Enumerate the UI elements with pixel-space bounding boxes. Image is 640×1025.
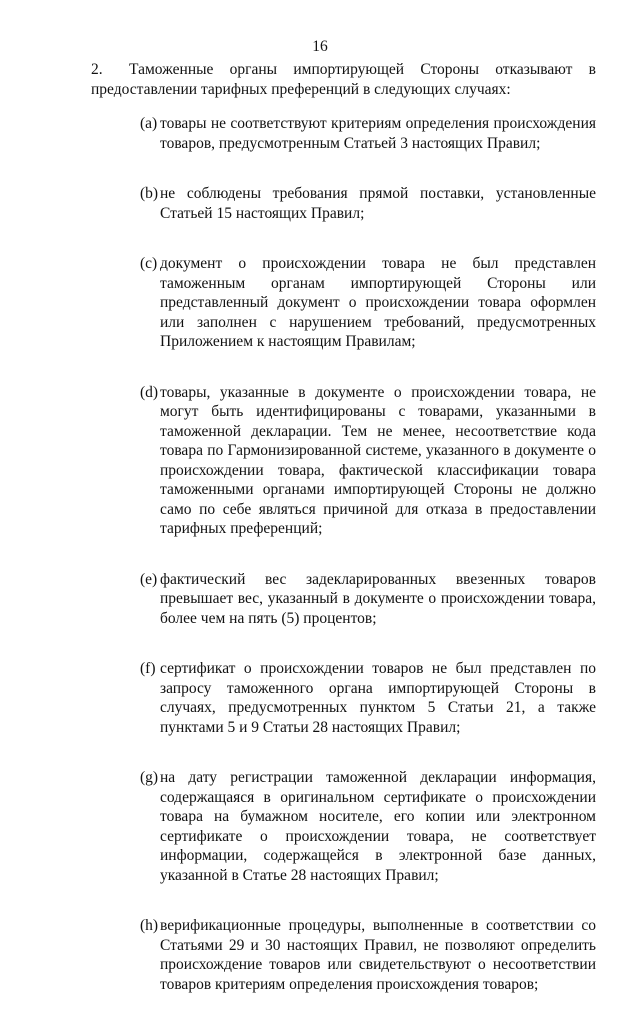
list-item-b (140, 184, 596, 223)
item-list (140, 114, 596, 1025)
list-item-f (140, 659, 596, 737)
item-marker: (d) (140, 383, 159, 401)
item-text: сертификат о происхождении товаров не был представлен по запросу таможенного органа импортирующей Стороны в случаях, предусмотренных пунктом 5 Статьи 21, а также пунктами 5 и 9 Статьи 28 настоящих Правил; (160, 660, 596, 736)
page-number: 16 (312, 38, 328, 55)
list-item-e (140, 570, 596, 629)
item-marker: (h) (140, 917, 159, 934)
item-text: товары, указанные в документе о происхождении товара, не могут быть идентифицированы с товарами, указанными в таможенной декларации. Тем не менее, несоответствие кода товара по Гармонизированной системе, указанного в документе о происхождении товара, фактической классификации товара таможенными органами импортирующей Стороны не должно само по себе являться причиной для отказа в предоставлении тарифных преференций; (160, 383, 596, 537)
item-text: фактический вес задекларированных ввезенных товаров превышает вес, указанный в документе о происхождении товара, более чем на пять (5) процентов; (160, 570, 596, 627)
list-item-d (140, 383, 596, 539)
item-text: на дату регистрации таможенной декларации информация, содержащаяся в оригинальном сертификате о происхождении товара на бумажном носителе, его копии или электронном сертификате о происхождении товара, не соответствует информации, содержащейся в электронной базе данных, указанной в Статье 28 настоящих Правил; (160, 769, 596, 884)
paragraph-number: 2. (91, 61, 103, 78)
item-text: товары не соответствуют критериям определения происхождения товаров, предусмотренным Статьей 3 настоящих Правил; (160, 115, 596, 152)
list-item-a (140, 114, 596, 153)
item-marker: (e) (140, 570, 158, 588)
item-text: документ о происхождении товара не был представлен таможенным органам импортирующей Стороны или представленный документ о происхождении товара оформлен или заполнен с нарушением требований, предусмотренных Приложением к настоящим Правилам; (160, 255, 596, 350)
item-marker: (a) (140, 115, 158, 132)
item-marker: (g) (140, 769, 159, 786)
list-item-h (140, 916, 596, 994)
list-item-g (140, 768, 596, 885)
intro-text: Таможенные органы импортирующей Стороны отказывают в предоставлении тарифных преференций в следующих случаях: (91, 61, 596, 98)
item-marker: (f) (140, 660, 156, 677)
list-item-c (140, 254, 596, 352)
item-marker: (b) (140, 185, 159, 202)
item-marker: (c) (140, 255, 158, 272)
item-text: не соблюдены требования прямой поставки, установленные Статьей 15 настоящих Правил; (160, 185, 596, 222)
intro-paragraph (91, 60, 596, 99)
item-text: верификационные процедуры, выполненные в соответствии со Статьями 29 и 30 настоящих Правил, не позволяют определить происхождение товаров или свидетельствуют о несоответствии товаров критериям определения происхождения товаров; (160, 917, 596, 993)
